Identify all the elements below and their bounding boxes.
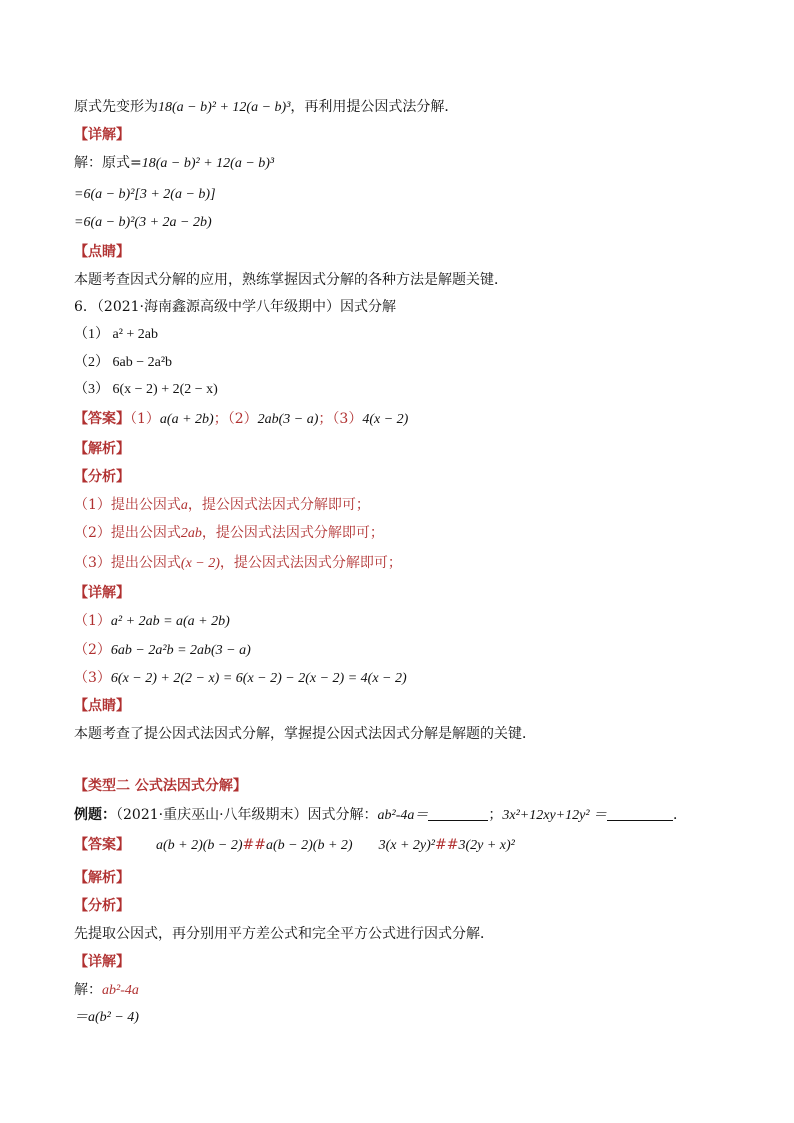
type2-detail-math-1: ab²-4a — [102, 983, 139, 998]
q6-fenxi-3-math: (x − 2) — [180, 556, 220, 571]
type2-example-text: （2021·重庆巫山·八年级期末）因式分解： — [116, 807, 378, 823]
type2-detail-line-1 — [74, 981, 139, 1000]
q6-detail-3-label: （3） — [74, 670, 111, 686]
q6-fenxi-2 — [74, 524, 384, 543]
type2-blank-2 — [607, 806, 673, 821]
q6-detail-2 — [74, 641, 251, 660]
q6-comment-heading: 【点睛】 — [74, 698, 130, 714]
type2-answer-sep-1: ## — [242, 837, 267, 853]
q6-fenxi-heading: 【分析】 — [74, 469, 130, 485]
q5-comment-text: 本题考查因式分解的应用，熟练掌握因式分解的各种方法是解题关键． — [74, 272, 508, 288]
q6-answer-p2-math: 2ab(3 − a) — [257, 412, 319, 427]
intro-text-a: 原式先变形为 — [74, 99, 158, 115]
q6-answer-p1-label: （1） — [130, 411, 160, 427]
q6-detail-2-label: （2） — [74, 642, 111, 658]
q6-detail-1 — [74, 612, 230, 631]
q5-detail-heading: 【详解】 — [74, 127, 130, 143]
type2-answer-1: a(b + 2)(b − 2) — [156, 838, 243, 853]
type2-detail-line-2: ＝a(b² − 4) — [74, 1010, 139, 1025]
type2-fenxi-text: 先提取公因式，再分别用平方差公式和完全平方公式进行因式分解． — [74, 926, 494, 942]
q5-comment-heading: 【点睛】 — [74, 244, 130, 260]
q6-detail-3 — [74, 669, 407, 688]
q5-detail-line-1 — [74, 154, 274, 173]
type2-answer-2: 3(x + 2y)² — [378, 838, 435, 853]
q6-answer-p3-math: 4(x − 2) — [362, 412, 409, 427]
q5-detail-line-2: =6(a − b)²[3 + 2(a − b)] — [74, 187, 216, 202]
type2-example-sep: ； — [488, 807, 503, 823]
q6-fenxi-3-label: （3）提出公因式 — [74, 555, 181, 571]
q6-fenxi-1 — [74, 496, 370, 515]
q6-fenxi-2-rest: ，提公因式法因式分解即可； — [201, 525, 384, 541]
q6-answer-p3-label: （3） — [332, 411, 363, 427]
type2-fenxi-heading: 【分析】 — [74, 898, 130, 914]
intro-text-b: ，再利用提公因式法分解． — [290, 99, 459, 115]
q6-item-1: （1） a² + 2ab — [74, 327, 159, 342]
type2-detail-prefix: 解： — [74, 982, 102, 998]
q6-answer-line — [74, 410, 408, 429]
type2-answer-line — [74, 836, 515, 855]
q6-title: 6．（2021·海南鑫源高级中学八年级期中）因式分解 — [74, 299, 396, 315]
q6-item-2: （2） 6ab − 2a²b — [74, 355, 173, 370]
q6-fenxi-1-math: a — [180, 498, 188, 513]
q6-fenxi-3 — [74, 554, 402, 573]
q6-answer-heading: 【答案】 — [74, 411, 130, 427]
q6-comment-text: 本题考查了提公因式法因式分解，掌握提公因式法因式分解是解题的关键． — [74, 726, 536, 742]
type2-answer-heading: 【答案】 — [74, 837, 130, 853]
type2-answer-sep-2: ## — [434, 837, 459, 853]
q6-detail-heading: 【详解】 — [74, 585, 130, 601]
q6-answer-sep-2: ； — [318, 411, 333, 427]
q6-answer-p1-math: a(a + 2b) — [159, 412, 214, 427]
q6-detail-1-math: a² + 2ab = a(a + 2b) — [110, 614, 230, 629]
q6-fenxi-3-rest: ，提公因式法因式分解即可； — [219, 555, 402, 571]
type2-analysis-heading: 【解析】 — [74, 870, 130, 886]
q6-detail-1-label: （1） — [74, 613, 111, 629]
type2-blank-1 — [428, 806, 488, 821]
q6-detail-2-math: 6ab − 2a²b = 2ab(3 − a) — [110, 643, 251, 658]
q6-fenxi-2-math: 2ab — [180, 526, 202, 541]
type2-answer-1b: a(b − 2)(b + 2) — [266, 838, 353, 853]
q6-fenxi-1-rest: ，提公因式法因式分解即可； — [187, 497, 370, 513]
type2-answer-2b: 3(2y + x)² — [458, 838, 515, 853]
type2-example-label: 例题： — [74, 807, 116, 823]
intro-math: 18(a − b)² + 12(a − b)³ — [158, 100, 291, 115]
q6-detail-3-math: 6(x − 2) + 2(2 − x) = 6(x − 2) − 2(x − 2) = 4(x − 2) — [110, 671, 407, 686]
type2-heading: 【类型二 公式法因式分解】 — [74, 778, 247, 794]
type2-example-expr-1: ab²-4a＝ — [377, 808, 429, 823]
q6-analysis-heading: 【解析】 — [74, 441, 130, 457]
q6-fenxi-2-label: （2）提出公因式 — [74, 525, 181, 541]
type2-example-end: ． — [673, 807, 688, 823]
q5-detail-math-1: 18(a − b)² + 12(a − b)³ — [141, 156, 275, 171]
q6-answer-sep-1: ； — [213, 411, 228, 427]
type2-example-line — [74, 806, 687, 825]
q5-detail-prefix: 解：原式= — [74, 155, 142, 171]
type2-example-expr-2: 3x²+12xy+12y² ＝ — [502, 808, 608, 823]
intro-line — [74, 98, 458, 117]
q6-fenxi-1-label: （1）提出公因式 — [74, 497, 181, 513]
q5-detail-line-3: =6(a − b)²(3 + 2a − 2b) — [74, 215, 212, 230]
q6-answer-p2-label: （2） — [227, 411, 258, 427]
type2-detail-heading: 【详解】 — [74, 954, 130, 970]
q6-item-3: （3） 6(x − 2) + 2(2 − x) — [74, 382, 218, 397]
